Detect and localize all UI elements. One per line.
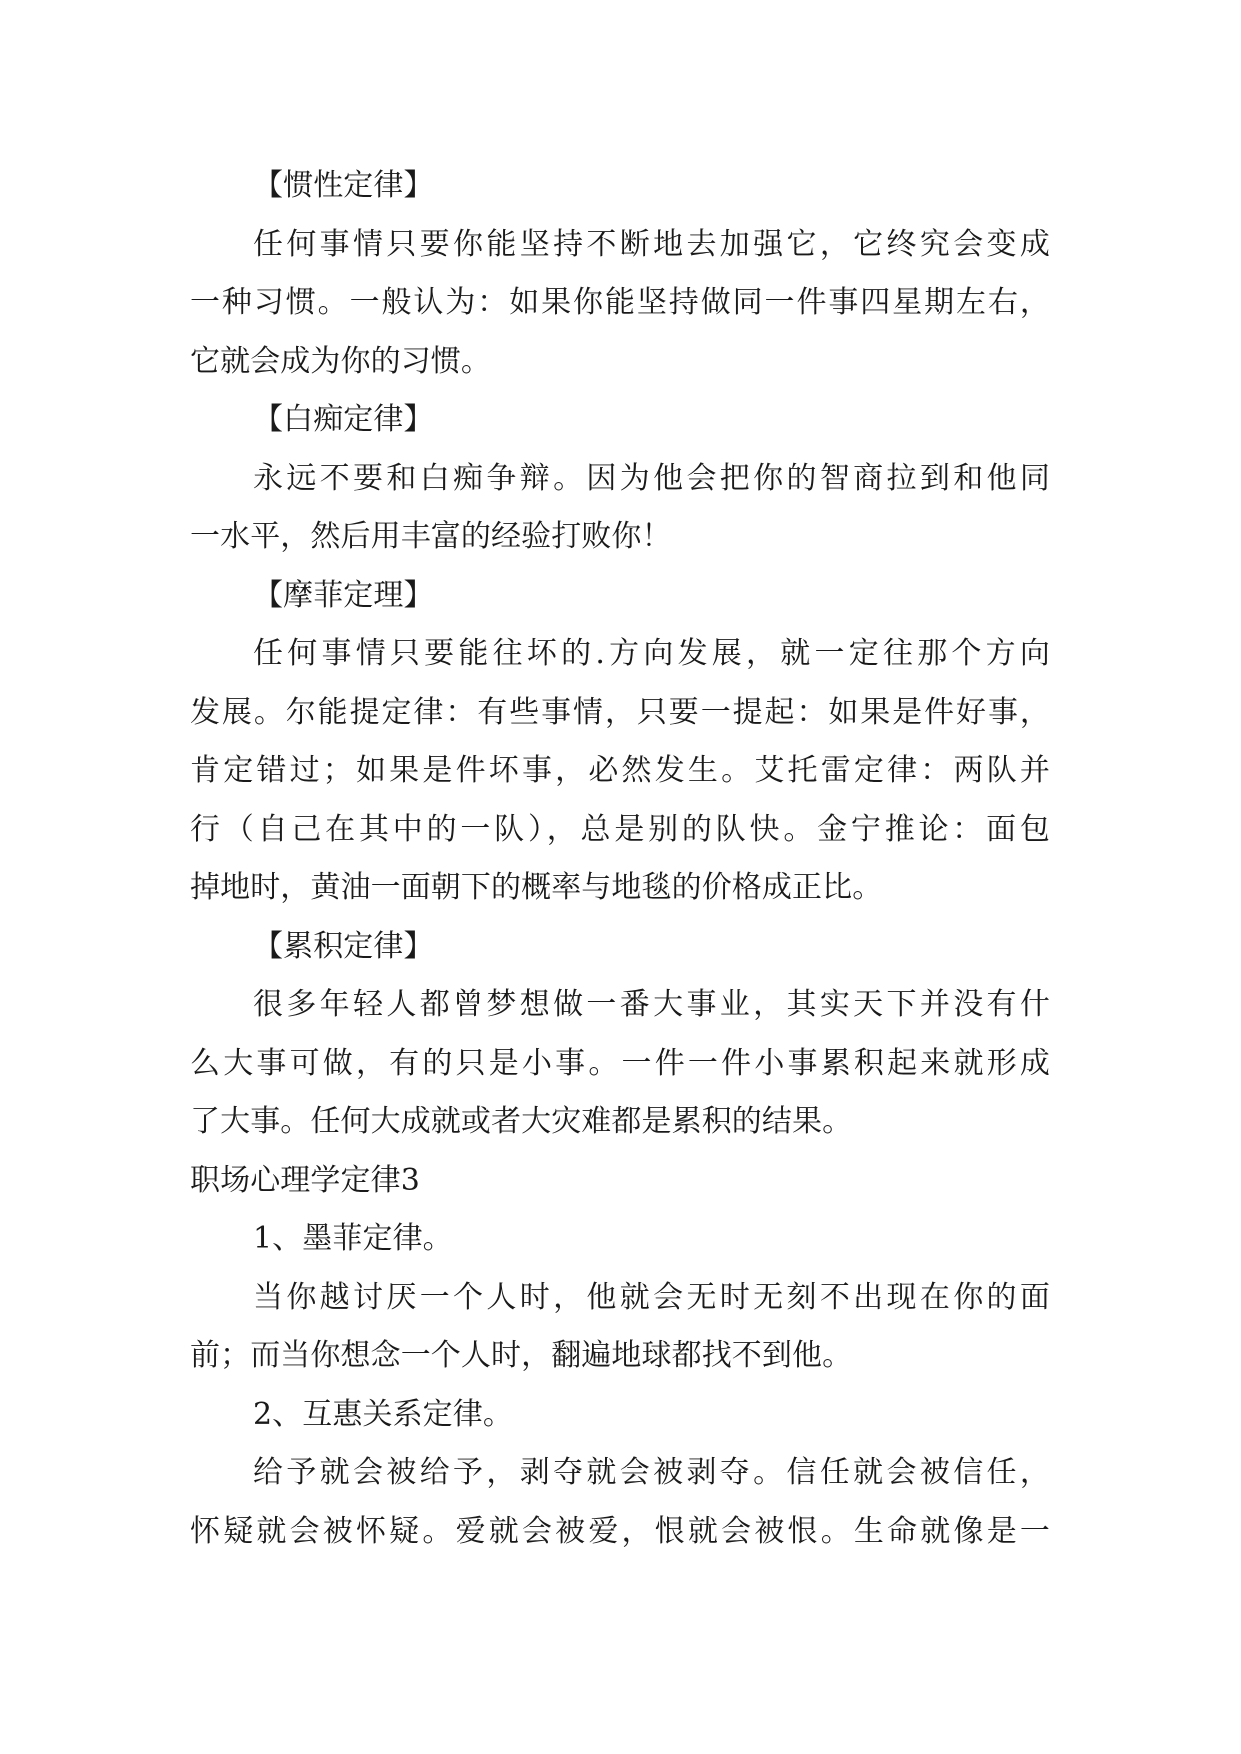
paragraph-line: 任何事情只要你能坚持不断地去加强它，它终究会变成 (253, 226, 1050, 262)
heading-idiot-law: 【白痴定律】 (253, 402, 434, 437)
paragraph-murphy-law (190, 1269, 1050, 1386)
heading-murphy-theorem: 【摩菲定理】 (253, 577, 434, 613)
paragraph-line: 它就会成为你的习惯。 (190, 343, 491, 379)
heading-reciprocity-law: 2、互惠关系定律。 (253, 1396, 513, 1432)
paragraph-murphy-theorem (190, 625, 1050, 918)
paragraph-line: 肯定错过；如果是件坏事，必然发生。艾托雷定律：两队并 (190, 753, 1050, 788)
paragraph-line: 掉地时，黄油一面朝下的概率与地毯的价格成正比。 (190, 870, 883, 905)
heading-inertia-law: 【惯性定律】 (253, 168, 434, 203)
paragraph-line: 发展。尔能提定律：有些事情，只要一提起：如果是件好事， (190, 694, 1050, 730)
section-title: 职场心理学定律3 (190, 1162, 420, 1198)
paragraph-line: 当你越讨厌一个人时，他就会无时无刻不出现在你的面 (253, 1279, 1050, 1315)
paragraph-line: 么大事可做，有的只是小事。一件一件小事累积起来就形成 (190, 1045, 1050, 1081)
paragraph-inertia-law (190, 216, 1050, 392)
paragraph-line: 永远不要和白痴争辩。因为他会把你的智商拉到和他同 (253, 460, 1050, 496)
heading-accumulation-law: 【累积定律】 (253, 928, 434, 964)
document-body (190, 157, 1050, 1561)
paragraph-line: 前；而当你想念一个人时，翻遍地球都找不到他。 (190, 1338, 853, 1373)
paragraph-line: 给予就会被给予，剥夺就会被剥夺。信任就会被信任， (253, 1455, 1050, 1490)
paragraph-line: 很多年轻人都曾梦想做一番大事业，其实天下并没有什 (253, 987, 1050, 1022)
heading-murphy-law: 1、墨菲定律。 (253, 1221, 453, 1256)
paragraph-idiot-law (190, 450, 1050, 567)
paragraph-line: 行（自己在其中的一队），总是别的队快。金宁推论：面包 (190, 811, 1050, 847)
paragraph-accumulation-law (190, 976, 1050, 1152)
paragraph-line: 一种习惯。一般认为：如果你能坚持做同一件事四星期左右， (190, 285, 1050, 320)
paragraph-line: 怀疑就会被怀疑。爱就会被爱，恨就会被恨。生命就像是一 (190, 1513, 1050, 1549)
paragraph-line: 了大事。任何大成就或者大灾难都是累积的结果。 (190, 1104, 853, 1139)
paragraph-line: 任何事情只要能往坏的.方向发展，就一定往那个方向 (253, 636, 1050, 671)
paragraph-reciprocity-law (190, 1444, 1050, 1561)
paragraph-line: 一水平，然后用丰富的经验打败你！ (190, 519, 672, 554)
